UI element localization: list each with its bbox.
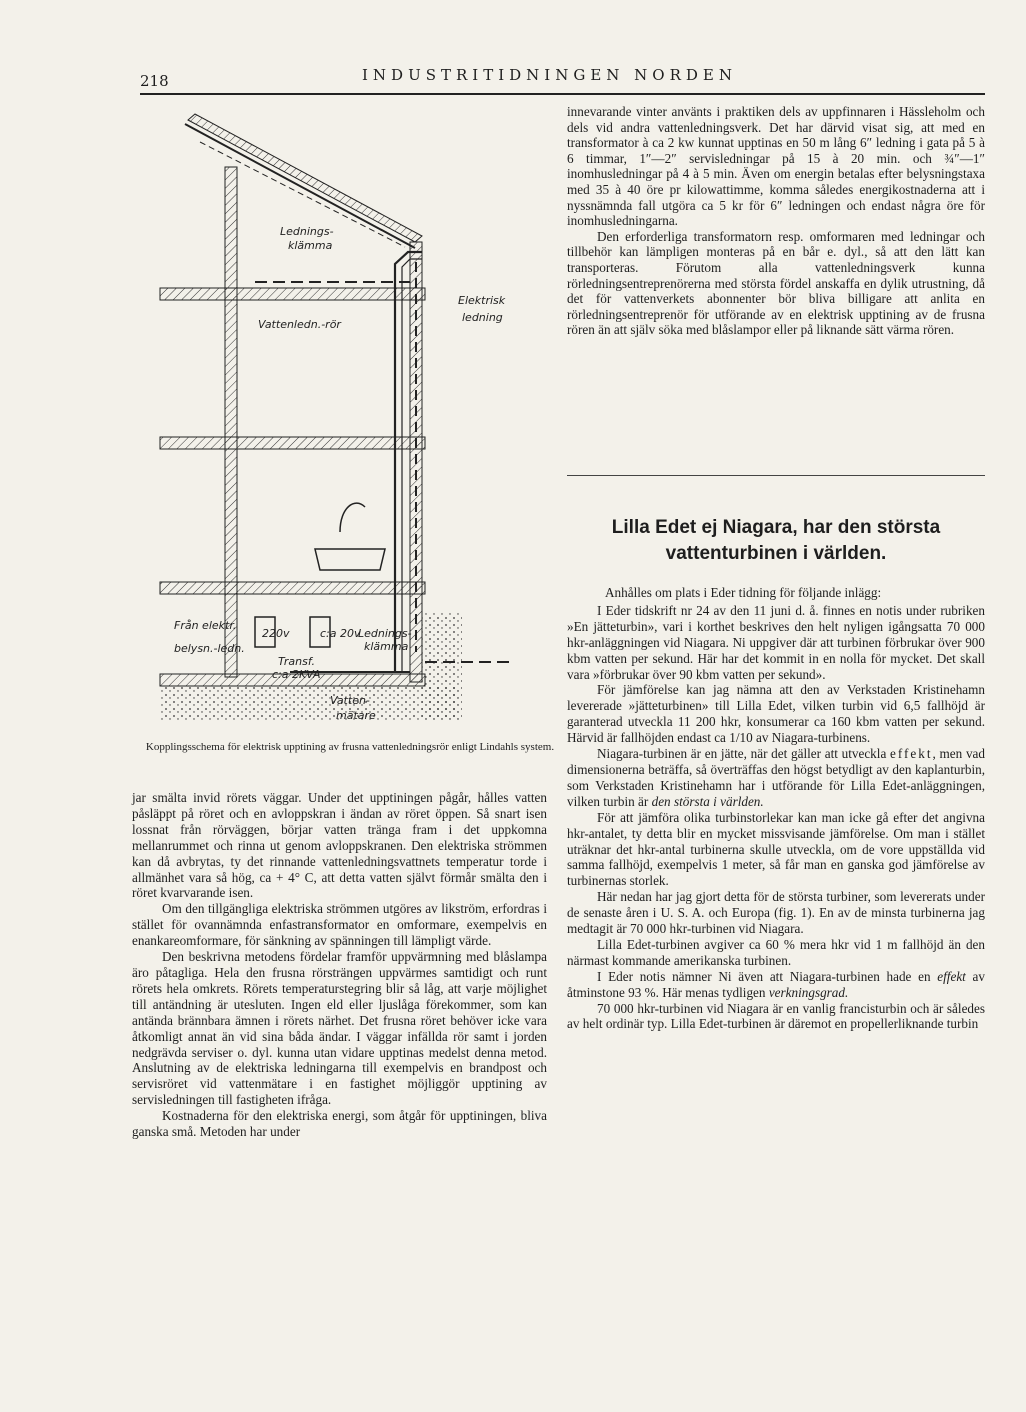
label-vattenledn-ror: Vattenledn.-rör	[258, 318, 341, 331]
fraction: 1/10	[729, 730, 753, 746]
page-number: 218	[140, 72, 169, 90]
emphasis: effekt	[937, 968, 966, 984]
paragraph	[567, 746, 985, 810]
label-ledningsklamma-top-2: klämma	[288, 239, 333, 252]
paragraph: 70 000 hkr-turbinen vid Niagara är en vanlig francisturbin och är således av helt ordinär typ. Lilla Edet-turbinen är däremot en propellerliknande turbin	[567, 1000, 985, 1032]
paragraph: I Eder tidskrift nr 24 av den 11 juni d. å. finnes en notis under rubriken »En jätteturbin», vari i korthet beskrives den helt nyligen igångsatta 70 000 hkr-anläggningen vid Niagara. Ni uppgiver där att turbinen förbrukar över 900 kbm vatten per sekund. Här har det kommit in en nolla för mycket. Det skall vara »förbrukar över 90 kbm vatten per sekund».	[567, 602, 985, 682]
label-fran-1: Från elektr.	[174, 619, 237, 632]
label-ledningsklamma-bot-1: Lednings-	[358, 627, 412, 640]
running-title: INDUSTRITIDNINGEN NORDEN	[362, 66, 737, 84]
label-elektrisk-2: ledning	[462, 311, 503, 324]
paragraph: Lilla Edet-turbinen avgiver ca 60 % mera hkr vid 1 m fallhöjd än den närmast kommande amerikanska turbinen.	[567, 936, 985, 968]
article-heading: Lilla Edet ej Niagara, har den största vattenturbinen i världen.	[611, 517, 941, 564]
label-matare: mätare	[336, 709, 376, 722]
text-run: , men vad dimensionerna beträffa, så överträffas den högst betydligt av den kaplanturbin, som Verkstaden Kristinehamn har i utförande för Lilla Edet-anläggningen, vilken turbin är	[567, 746, 986, 809]
paragraph	[567, 969, 985, 1001]
label-ledningsklamma-bot-2: klämma	[364, 640, 409, 653]
right-column-top	[567, 104, 985, 338]
paragraph: Den erforderliga transformatorn resp. omformaren med ledningar och tillbehör kan lämpligen monteras på en bår e. dyl., så att den lätt kan transporteras. Förutom alla vattenledningsverk kunna rörledningsentreprenörerna med största fördel anskaffa en dylik utrustning, då det för vattenverkets abonnenter bör bliva billigare att anlita en rörledningsentreprenör för utförande av en elektrisk upptining av de frusna rören än att själv söka med blåslampor eller på liknande sätt värma rören.	[567, 228, 985, 338]
text-run: I Eder notis nämner Ni även att Niagara-turbinen hade en	[597, 968, 938, 984]
label-vatten: Vatten-	[330, 694, 370, 707]
left-column	[132, 790, 547, 1140]
label-elektrisk-1: Elektrisk	[458, 294, 506, 307]
water-pipe	[290, 252, 422, 672]
paragraph: Kostnaderna för den elektriska energi, som åtgår för upptiningen, bliva ganska små. Metoden har under	[132, 1108, 547, 1140]
bathtub	[315, 503, 385, 570]
label-ca20v: c:a 20v	[320, 627, 361, 640]
label-220v: 220v	[262, 627, 290, 640]
label-fran-2: belysn.-ledn.	[174, 642, 245, 655]
emphasis: den största i världen.	[651, 793, 764, 809]
wiring-diagram-figure	[140, 112, 560, 732]
paragraph	[567, 682, 985, 746]
paragraph: Den beskrivna metodens fördelar framför uppvärmning med blåslampa äro påtagliga. Hela den frusna rörsträngen uppvärmes samtidigt och runt rörets hela omkrets. Rörets temperaturstegring blir så låg, att varje möjlighet till antändning är utesluten. Ingen eld eller ljuslåga förekommer, som kan antända brännbara ämnen i rörets närhet. Det frusna röret behöver icke vara åtkomligt annat än vid sina båda ändar. I väggar infällda rör samt i jorden nedgrävda serviser o. dyl. kunna utan vidare upptinas medelst denna metod. Anslutning av de elektriska ledningarna till exempelvis en brandpost och servisröret vid vattenmätare i en fastighet möjliggör upptining av servisledningen till fastigheten ifråga.	[132, 949, 547, 1108]
paragraph: jar smälta invid rörets väggar. Under det upptiningen pågår, hålles vatten påsläppt på röret och en avloppskran i ändan av röret öppen. Så snart isen lossnat från rörväggen, börjar vatten tränga fram i det uppkomna mellanrummet och rinna ut genom avloppskranen. Den elektriska strömmen kan då avbrytas, ty det rinnande vattenledningsvattnets temperatur torde i allmänhet vara så hög, ca + 4° C, att detta vatten självt förmår smälta den i röret kvarvarande isen.	[132, 790, 547, 901]
emphasis: effekt	[890, 746, 933, 762]
text-run: av Niagara-turbinens.	[752, 730, 871, 746]
label-transf-kva: c:a 2KVA	[272, 668, 321, 681]
label-ledningsklamma-top-1: Lednings-	[280, 225, 334, 238]
section-rule	[567, 475, 985, 476]
header-rule	[140, 93, 985, 95]
paragraph: Om den tillgängliga elektriska strömmen utgöres av likström, erfordras i stället för ovannämnda enfastransformator en omformare, exempelvis en enankareomformare, för sänkning av spänningen till lämpligt värde.	[132, 901, 547, 949]
article-intro: Anhålles om plats i Eder tidning för följande inlägg:	[605, 585, 882, 600]
wiring-diagram	[140, 112, 560, 732]
text-run: För jämförelse kan jag nämna att den av Verkstaden Kristinehamn levererade »jätteturbinen» till Lilla Edet, vilken turbin vid 6,5 fallhöjd är garanterad utveckla 11 200 hkr, konsumerar ca 160 kbm vatten per sekund. Härvid är fallhöjden endast ca	[567, 682, 985, 746]
text-run: av åtminstone 93 %. Här menas tydligen	[567, 968, 986, 1000]
paragraph: Här nedan har jag gjort detta för de största turbiner, som levererats under de senaste åren i U. S. A. och Europa (fig. 1). En av de minsta turbinerna jag medtagit är 70 000 hkr-turbinen vid Niagara.	[567, 889, 985, 937]
label-transf: Transf.	[278, 655, 316, 668]
text-run: Niagara-turbinen är en jätte, när det gäller att utveckla	[597, 746, 891, 762]
paragraph: innevarande vinter använts i praktiken dels av uppfinnaren i Hässleholm och dels vid andra vattenledningsverk. Det har därvid visat sig, att med en transformator à ca 2 kw kunnat upptinas en 50 m lång 6″ ledning i gata på 5 à 6 timmar, 1″—2″ servisledningar på 15 à 20 min. och ¾″—1″ inomhusledningar på 4 à 5 min. Även om energin betalas efter belysningstaxa med 35 à 40 öre pr kilowattimme, komma således energikostnaderna att i nyssnämnda fall utgöra ca 5 kr för 6″ ledningen och endast några öre för inomhusledningarna.	[567, 104, 985, 229]
figure-caption: Kopplingsschema för elektrisk upptining av frusna vattenledningsrör enligt Lindahls system.	[145, 741, 555, 753]
paragraph: För att jämföra olika turbinstorlekar kan man icke gå efter det angivna hkr-antalet, ty detta blir en mycket missvisande jämförelse. Om man i stället uträknar det hkr-antal turbinerna skulle utveckla, om de vore uppställda vid samma fallhöjd, exempelvis 1 meter, så får man en ganska god jämförelse av turbinernas storlek.	[567, 809, 985, 889]
article-body	[567, 585, 985, 1032]
emphasis: verkningsgrad.	[768, 984, 849, 1000]
